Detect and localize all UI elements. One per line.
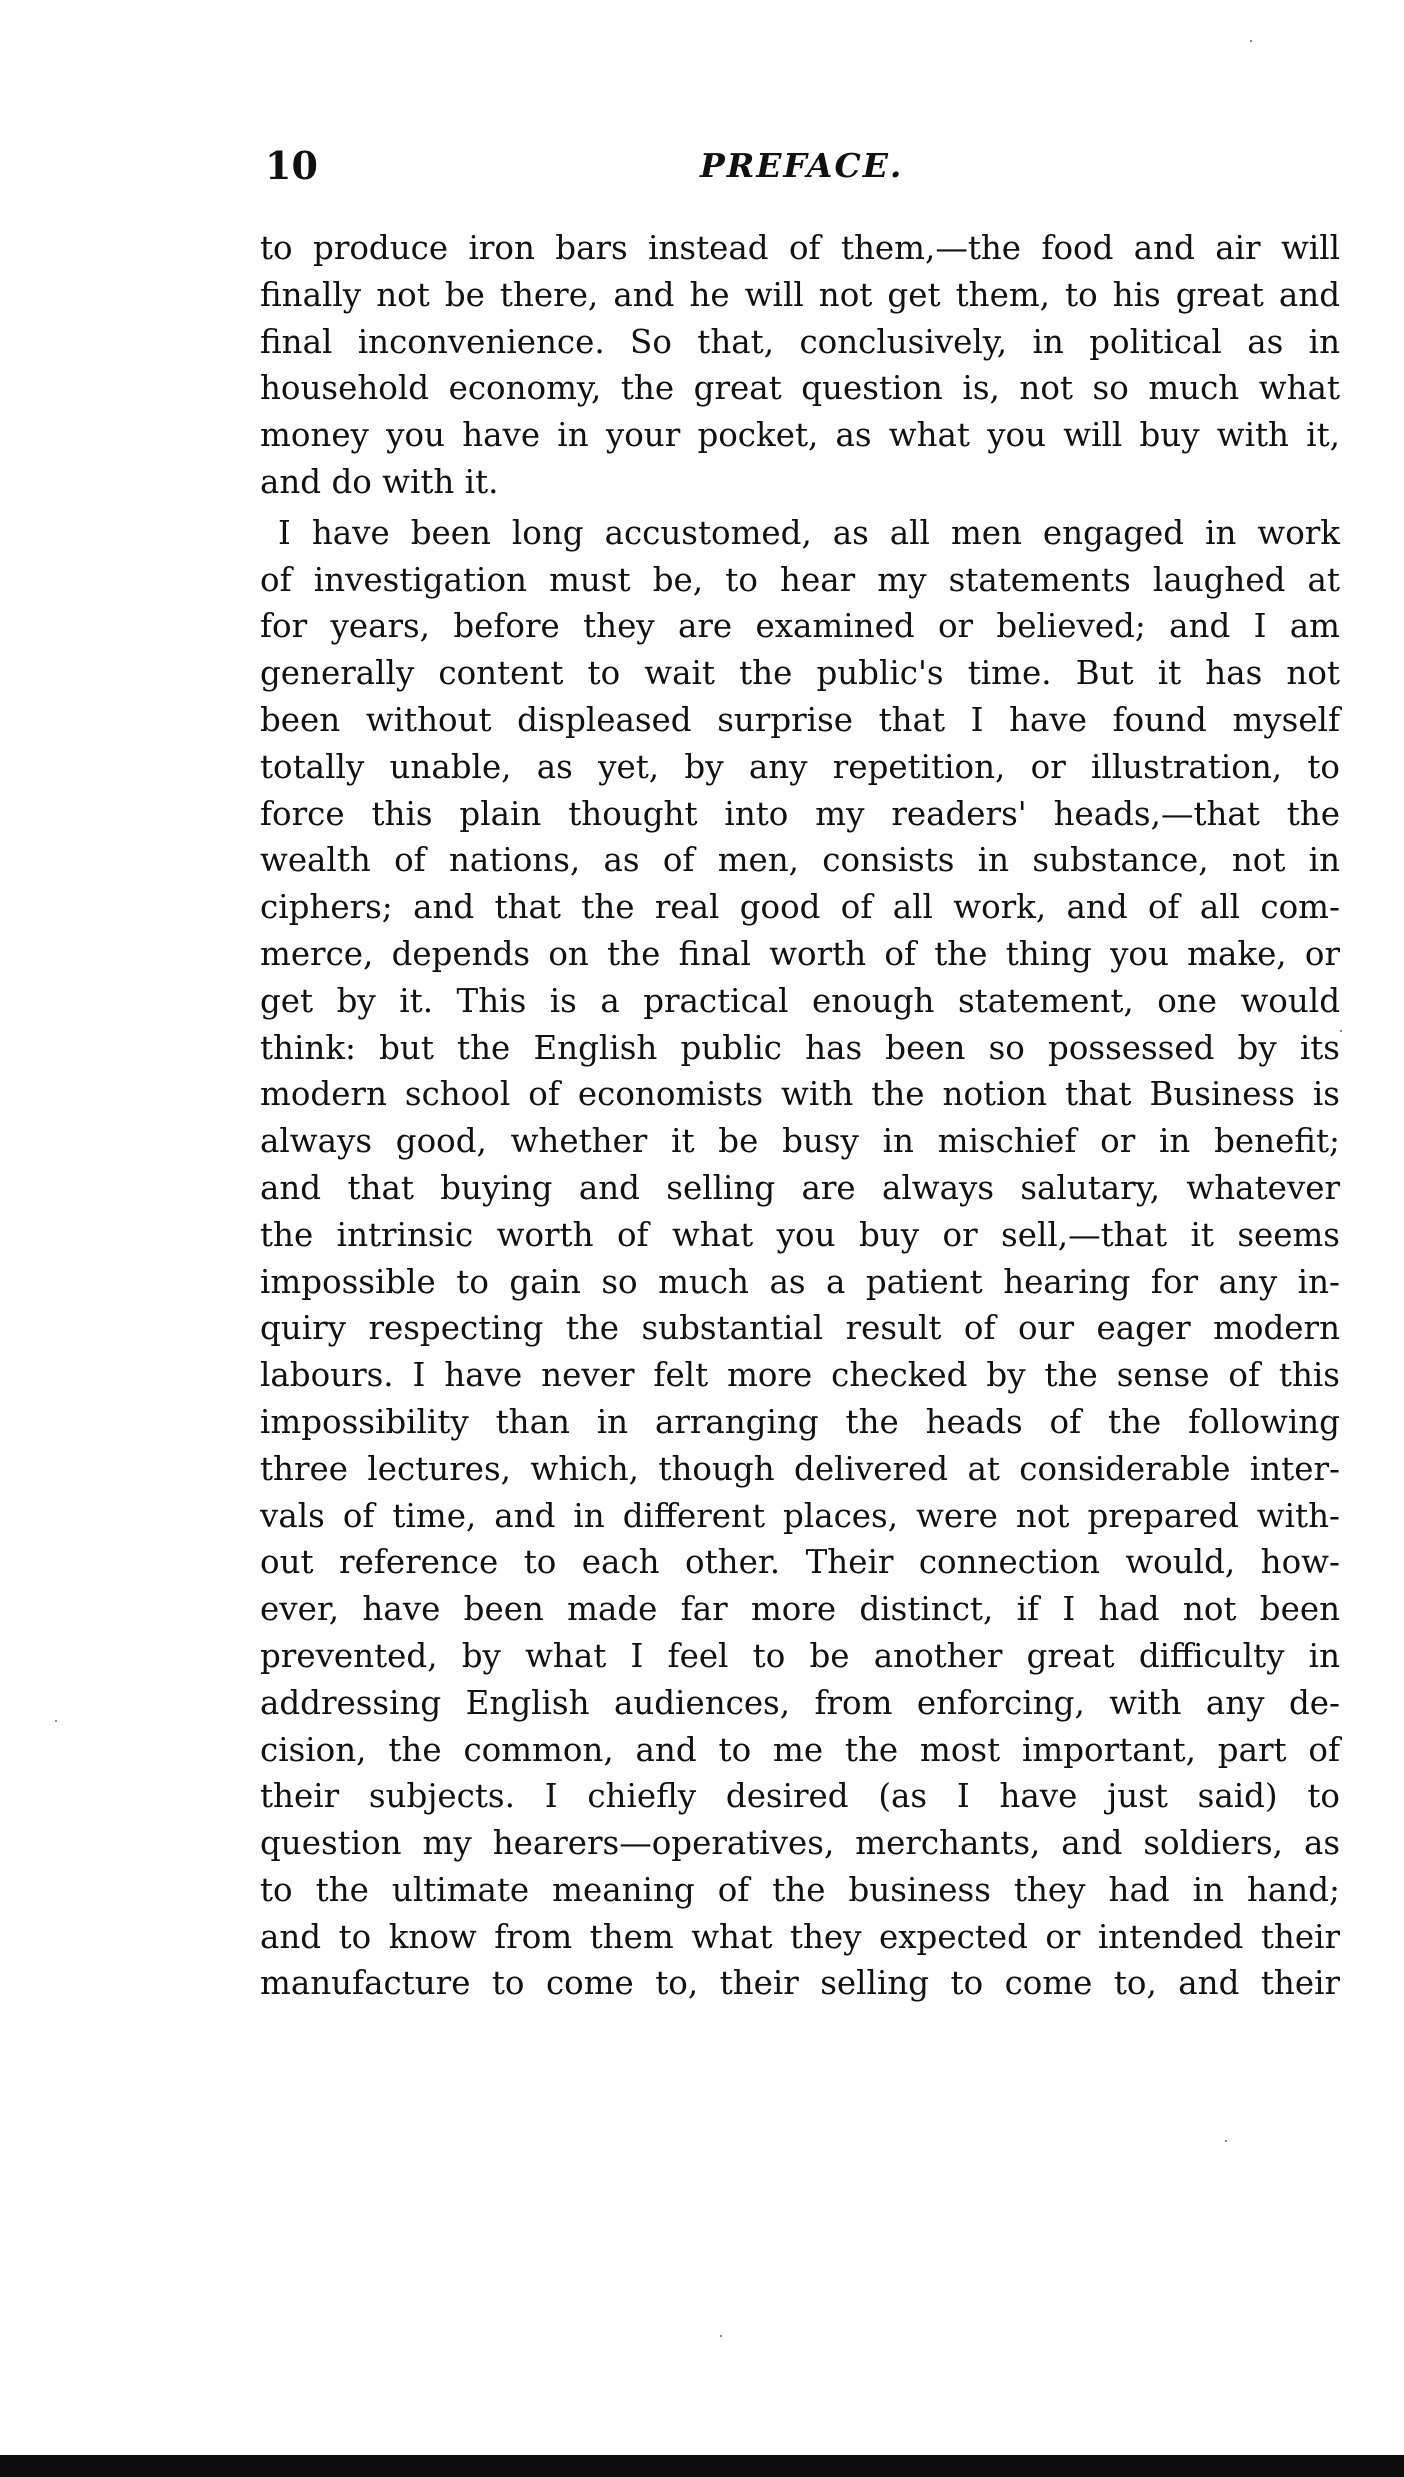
text-line: manufacture to come to, their selling to come to, and their [260, 1964, 1340, 2003]
text-line: and that buying and selling are always salutary, whatever [260, 1168, 1340, 1207]
text-line: vals of time, and in different places, were not prepared with- [260, 1496, 1340, 1535]
text-line: of investigation must be, to hear my statements laughed at [260, 560, 1340, 599]
text-line: generally content to wait the public's time. But it has not [260, 654, 1340, 693]
text-line: force this plain thought into my readers' heads,—that the [260, 794, 1340, 833]
text-line: impossible to gain so much as a patient hearing for any in- [260, 1262, 1340, 1301]
running-head: PREFACE. [700, 146, 904, 185]
text-line: finally not be there, and he will not get them, to his great and [260, 275, 1340, 314]
page-number: 10 [265, 143, 318, 188]
text-line: to produce iron bars instead of them,—the food and air will [260, 229, 1340, 267]
text-line: final inconvenience. So that, conclusively, in political as in [260, 322, 1340, 361]
paragraph-2 [260, 510, 1340, 2008]
scan-speck [1250, 40, 1252, 42]
text-line: and to know from them what they expected or intended their [260, 1917, 1340, 1956]
text-line: think: but the English public has been so possessed by its [260, 1028, 1340, 1067]
scan-speck [55, 1720, 57, 1722]
text-line: modern school of economists with the notion that Business is [260, 1075, 1340, 1114]
text-line: out reference to each other. Their connection would, how- [260, 1543, 1340, 1582]
text-line: money you have in your pocket, as what you will buy with it, [260, 416, 1340, 455]
scan-speck [1225, 2140, 1227, 2142]
scan-edge-bar [0, 2455, 1404, 2477]
text-line: question my hearers—operatives, merchants, and soldiers, as [260, 1824, 1340, 1863]
text-line: always good, whether it be busy in mischief or in benefit; [260, 1122, 1340, 1161]
text-line: the intrinsic worth of what you buy or sell,—that it seems [260, 1215, 1340, 1254]
text-line: ciphers; and that the real good of all work, and of all com- [260, 888, 1340, 927]
text-line: and do with it. [260, 462, 499, 501]
text-line: quiry respecting the substantial result of our eager modern [260, 1309, 1340, 1348]
text-line: labours. I have never felt more checked by the sense of this [260, 1356, 1340, 1395]
paragraph-1 [260, 225, 1340, 506]
text-line: merce, depends on the final worth of the thing you make, or [260, 934, 1340, 973]
text-line: prevented, by what I feel to be another great difficulty in [260, 1636, 1340, 1675]
text-line: I have been long accustomed, as all men engaged in work [278, 513, 1340, 552]
text-line: household economy, the great question is, not so much what [260, 369, 1340, 408]
text-line: to the ultimate meaning of the business they had in hand; [260, 1870, 1340, 1909]
text-line: three lectures, which, though delivered at considerable inter- [260, 1449, 1340, 1488]
text-line: addressing English audiences, from enforcing, with any de- [260, 1683, 1340, 1722]
text-line: cision, the common, and to me the most important, part of [260, 1730, 1340, 1769]
text-line: been without displeased surprise that I have found myself [260, 700, 1340, 739]
text-line: get by it. This is a practical enough statement, one would [260, 981, 1340, 1020]
text-line: impossibility than in arranging the heads of the following [260, 1402, 1340, 1441]
text-line: for years, before they are examined or believed; and I am [260, 607, 1340, 646]
scan-speck [1340, 1030, 1342, 1032]
body-text [260, 225, 1340, 2007]
scan-speck [720, 2335, 722, 2337]
text-line: ever, have been made far more distinct, if I had not been [260, 1590, 1340, 1629]
text-line: their subjects. I chiefly desired (as I have just said) to [260, 1777, 1340, 1816]
text-line: totally unable, as yet, by any repetition, or illustration, to [260, 747, 1340, 786]
text-line: wealth of nations, as of men, consists in substance, not in [260, 841, 1340, 880]
